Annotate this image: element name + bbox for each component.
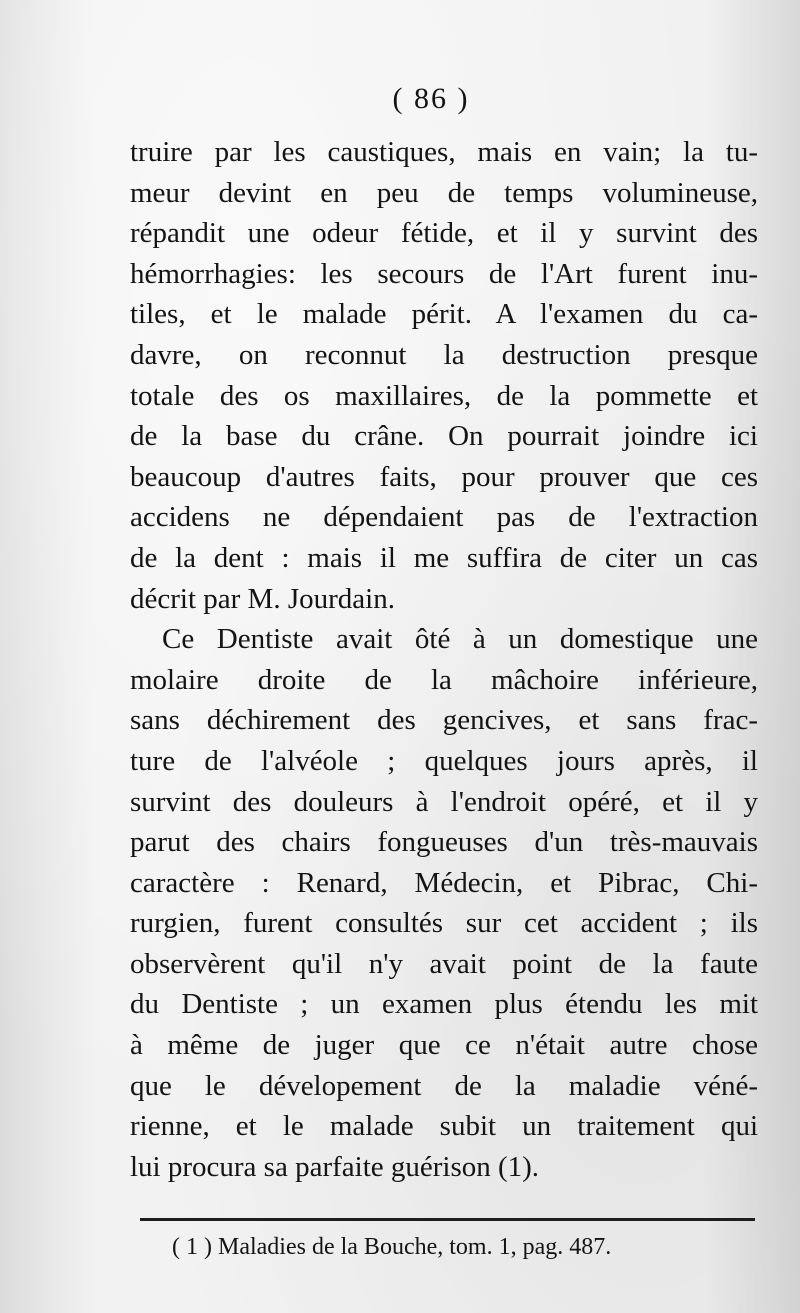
text-line: du Dentiste ; un examen plus étendu les mit [130,988,758,1021]
text-line: rienne, et le malade subit un traitement qui [130,1110,758,1143]
text-line: Ce Dentiste avait ôté à un domestique une [162,623,758,656]
paragraph-1 [130,132,758,619]
text-line: lui procura sa parfaite guérison (1). [130,1150,540,1183]
text-line: hémorrhagies: les secours de l'Art furent inu- [130,257,758,290]
footnote-divider [140,1218,755,1221]
text-line: rurgien, furent consultés sur cet accident ; ils [130,907,758,940]
text-line: accidens ne dépendaient pas de l'extraction [130,501,758,534]
text-line: ture de l'alvéole ; quelques jours après, il [130,744,758,777]
text-line: molaire droite de la mâchoire inférieure, [130,663,758,696]
text-line: répandit une odeur fétide, et il y survint des [130,217,758,250]
text-line: davre, on reconnut la destruction presque [130,338,758,371]
paragraph-2 [130,619,758,1187]
footnote: ( 1 ) Maladies de la Bouche, tom. 1, pag. 487. [172,1234,612,1260]
text-line: truire par les caustiques, mais en vain; la tu- [130,136,758,168]
text-line: beaucoup d'autres faits, pour prouver que ces [130,460,758,493]
text-line: caractère : Renard, Médecin, et Pibrac, Chi- [130,866,758,899]
body-text [130,132,758,1187]
text-line: meur devint en peu de temps volumineuse, [130,176,758,209]
text-line: que le dévelopement de la maladie véné- [130,1069,758,1102]
text-line: sans déchirement des gencives, et sans frac- [130,704,758,737]
page-number: ( 86 ) [392,82,470,115]
text-line: observèrent qu'il n'y avait point de la faute [130,947,758,980]
text-line: totale des os maxillaires, de la pommette et [130,379,758,412]
text-line: de la dent : mais il me suffira de citer un cas [130,541,758,574]
text-line: tiles, et le malade périt. A l'examen du ca- [130,298,758,331]
text-line: parut des chairs fongueuses d'un très-mauvais [130,826,758,859]
text-line: survint des douleurs à l'endroit opéré, et il y [130,785,758,818]
text-line: à même de juger que ce n'était autre chose [130,1029,758,1062]
text-line: décrit par M. Jourdain. [130,582,395,615]
text-line: de la base du crâne. On pourrait joindre ici [130,420,758,453]
